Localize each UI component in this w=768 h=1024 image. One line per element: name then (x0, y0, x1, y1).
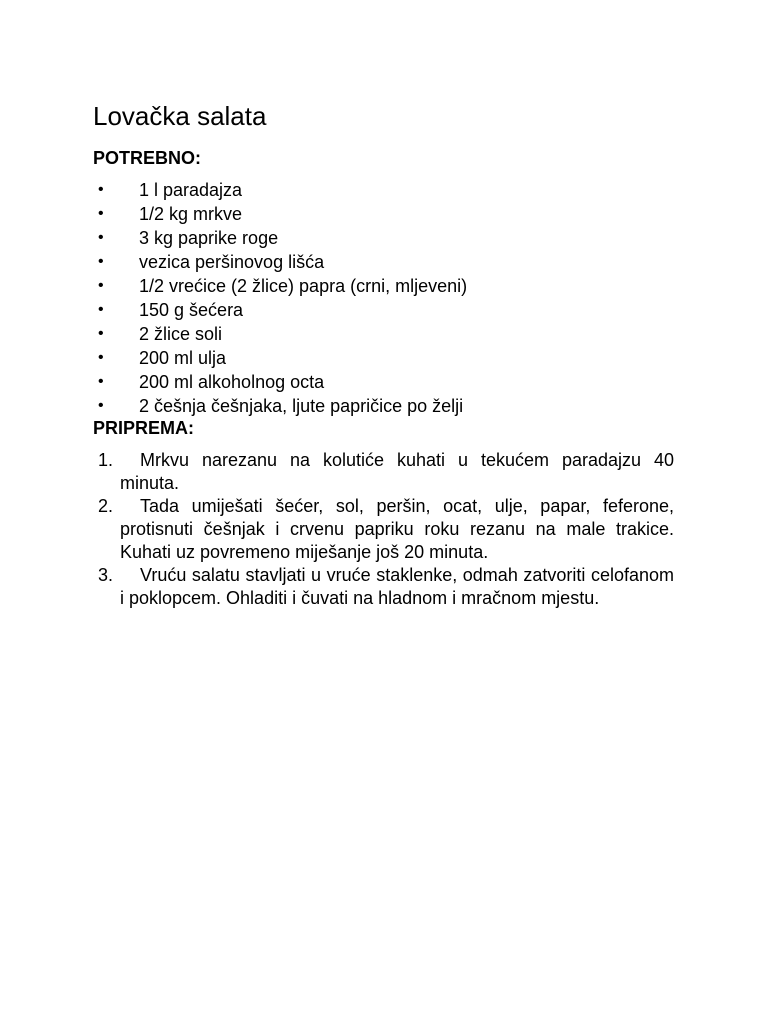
ingredient-item (93, 226, 693, 250)
bullet-icon: • (98, 181, 104, 198)
step-number: 3. (98, 565, 114, 585)
ingredient-item (93, 394, 693, 418)
ingredients-list (93, 178, 693, 418)
ingredient-text: 1/2 kg mrkve (139, 204, 243, 224)
ingredient-text: 3 kg paprike roge (139, 228, 279, 248)
ingredient-text: 200 ml ulja (139, 348, 227, 368)
bullet-icon: • (98, 325, 104, 342)
step-text: Vruću salatu stavljati u vruće staklenke, odmah zatvoriti celofanom i poklopcem. Ohladiti i čuvati na hladnom i mračnom mjestu. (120, 565, 674, 608)
ingredient-text: vezica peršinovog lišća (139, 252, 325, 272)
ingredient-text: 1 l paradajza (139, 180, 243, 200)
ingredient-item (93, 178, 693, 202)
ingredient-item (93, 202, 693, 226)
ingredient-item (93, 298, 693, 322)
bullet-icon: • (98, 397, 104, 414)
ingredients-heading: POTREBNO: (93, 148, 201, 168)
ingredient-text: 2 žlice soli (139, 324, 223, 344)
bullet-icon: • (98, 205, 104, 222)
preparation-steps (98, 449, 674, 610)
bullet-icon: • (98, 301, 104, 318)
step-text: Mrkvu narezanu na kolutiće kuhati u tekućem paradajzu 40 minuta. (120, 450, 674, 493)
bullet-icon: • (98, 277, 104, 294)
ingredient-text: 2 češnja češnjaka, ljute papričice po želji (139, 396, 464, 416)
ingredient-item (93, 322, 693, 346)
bullet-icon: • (98, 253, 104, 270)
ingredient-item (93, 346, 693, 370)
bullet-icon: • (98, 229, 104, 246)
preparation-step (98, 449, 674, 495)
bullet-icon: • (98, 349, 104, 366)
ingredient-text: 150 g šećera (139, 300, 244, 320)
step-number: 1. (98, 450, 114, 470)
step-number: 2. (98, 496, 114, 516)
preparation-step (98, 564, 674, 610)
ingredient-text: 200 ml alkoholnog octa (139, 372, 325, 392)
ingredient-item (93, 370, 693, 394)
ingredient-text: 1/2 vrećice (2 žlice) papra (crni, mljeveni) (139, 276, 468, 296)
ingredient-item (93, 250, 693, 274)
recipe-title: Lovačka salata (93, 101, 267, 131)
bullet-icon: • (98, 373, 104, 390)
preparation-step (98, 495, 674, 564)
preparation-heading: PRIPREMA: (93, 418, 195, 438)
step-text: Tada umiješati šećer, sol, peršin, ocat, ulje, papar, feferone, protisnuti češnjak i crvenu papriku roku rezanu na male trakice. Kuhati uz povremeno miješanje još 20 minuta. (120, 496, 674, 562)
ingredient-item (93, 274, 693, 298)
